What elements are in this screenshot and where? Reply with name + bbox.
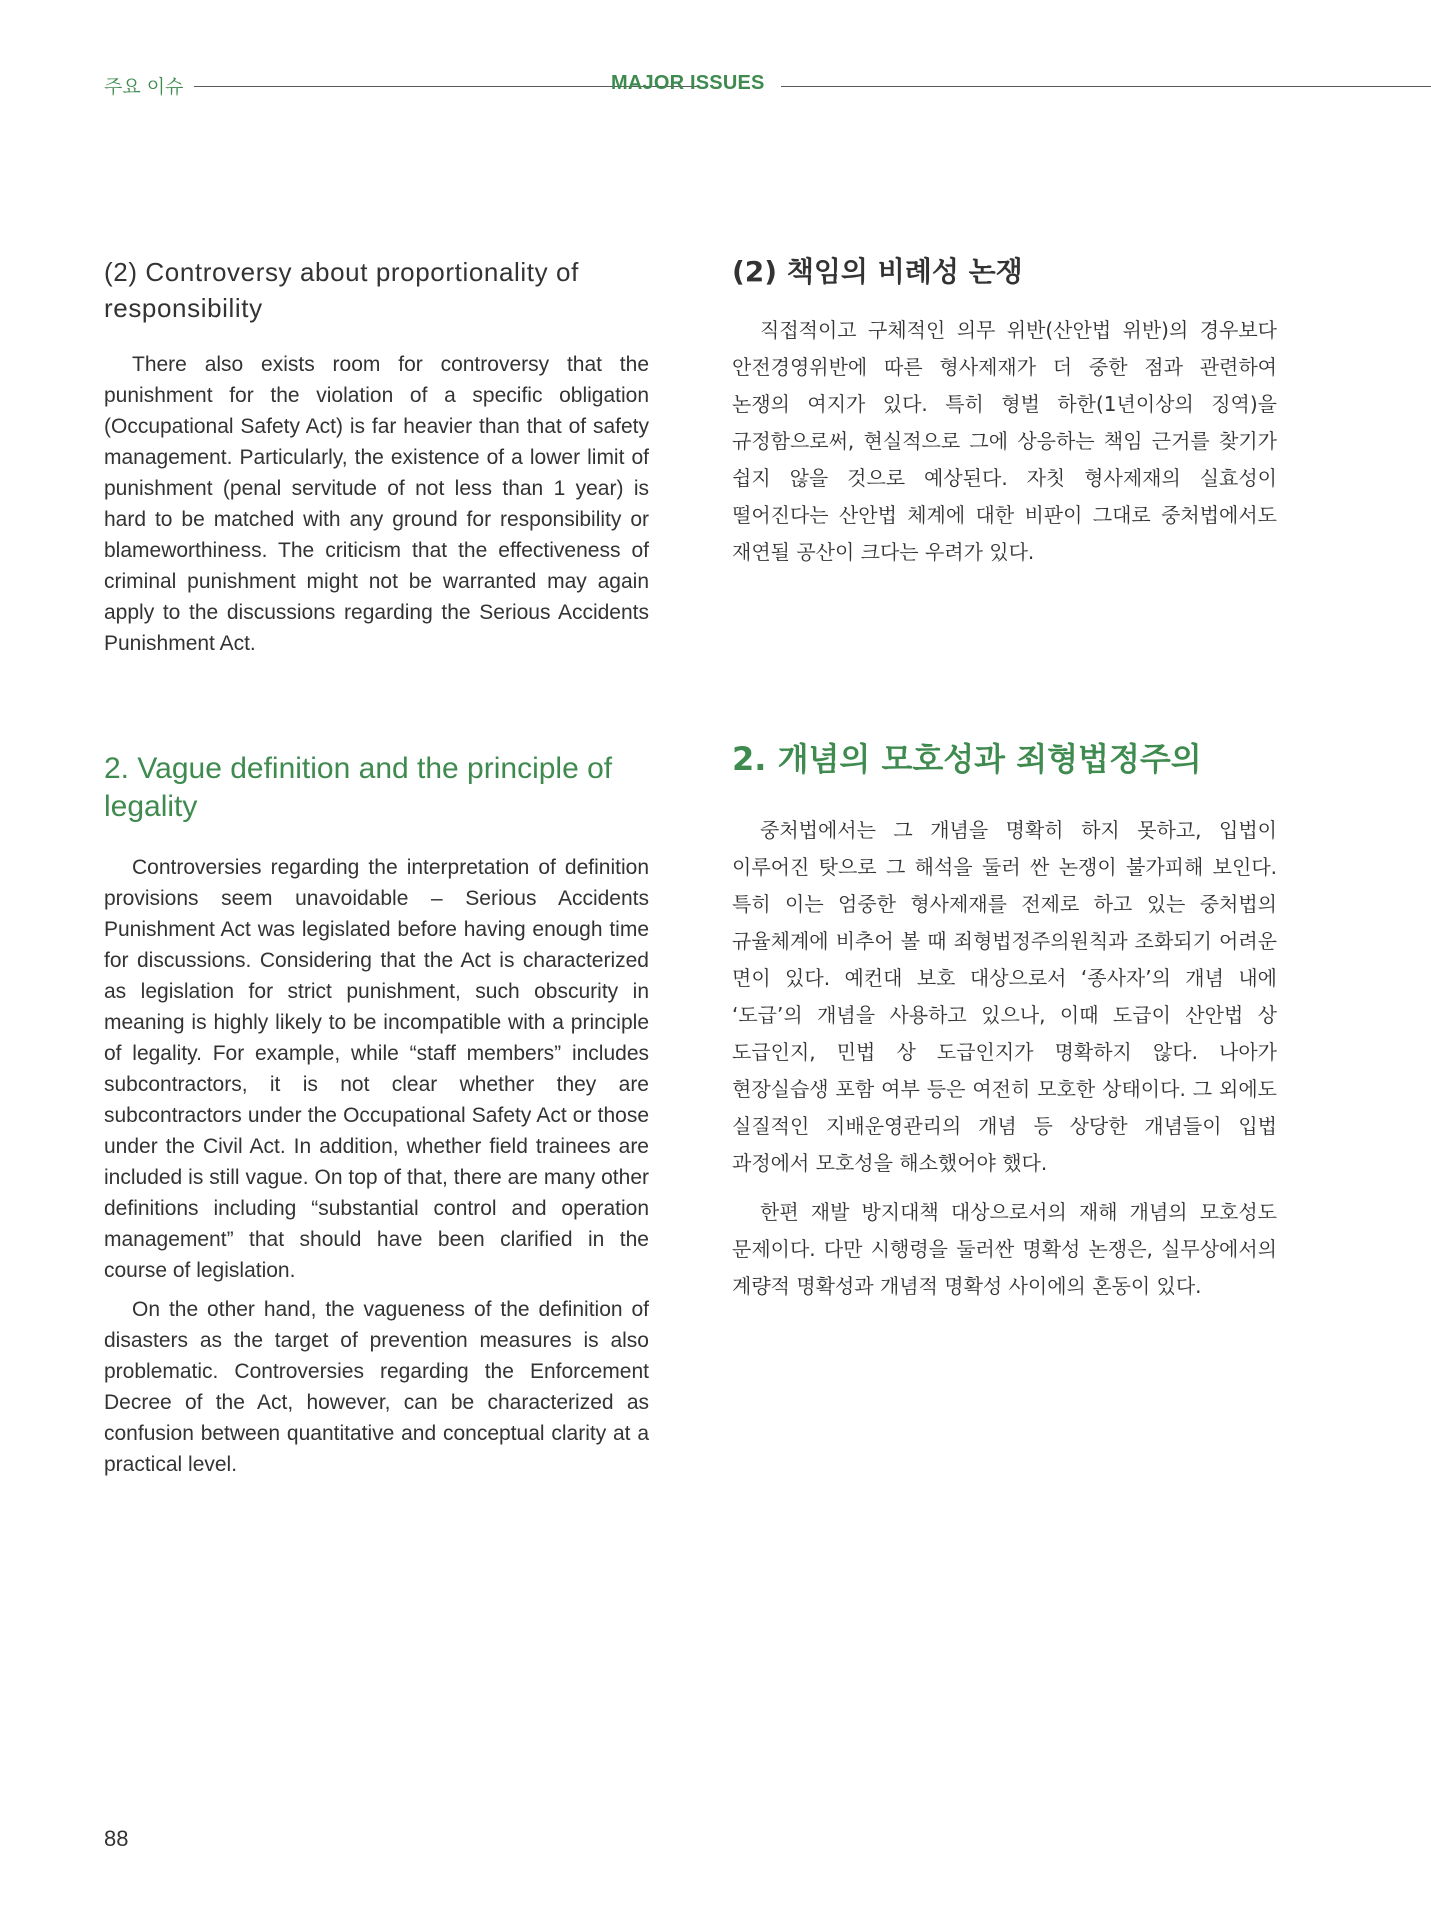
running-header — [104, 72, 1431, 102]
ko-subsection-heading: (2) 책임의 비례성 논쟁 — [732, 255, 1023, 288]
en-subsection-paragraph: There also exists room for controversy that the punishment for the violation of a specific obligation (Occupational Safety Act) is far heavier than that of safety management. Particularly, the existence of a lower limit of punishment (penal servitude of not less than 1 year) is hard to be matched with any ground for responsibility or blameworthiness. The criticism that the effectiveness of criminal punishment might not be warranted may again apply to the discussions regarding the Serious Accidents Punishment Act. — [104, 353, 649, 655]
ko-subsection-paragraph: 직접적이고 구체적인 의무 위반(산안법 위반)의 경우보다 안전경영위반에 따른 형사제재가 더 중한 점과 관련하여 논쟁의 여지가 있다. 특히 형벌 하한(1년이상의 징역)을 규정함으로써, 현실적으로 그에 상응하는 책임 근거를 찾기가 쉽지 않을 것으로 예상된다. 자칫 형사제재의 실효성이 떨어진다는 산안법 체계에 대한 비판이 그대로 중처법에서도 재연될 공산이 크다는 우려가 있다. — [732, 318, 1277, 564]
en-subsection — [104, 254, 649, 667]
ko-section-paragraph-2: 한편 재발 방지대책 대상으로서의 재해 개념의 모호성도 문제이다. 다만 시행령을 둘러싼 명확성 논쟁은, 실무상에서의 계량적 명확성과 개념적 명확성 사이에의 혼동이 있다. — [732, 1200, 1277, 1298]
ko-subsection — [732, 254, 1277, 583]
en-section-heading: 2. Vague definition and the principle of legality — [104, 752, 613, 823]
header-rule-right — [781, 86, 1431, 87]
page-number: 88 — [104, 1826, 129, 1851]
section-label-ko: 주요 이슈 — [104, 76, 184, 98]
section-label-en: MAJOR ISSUES — [611, 72, 765, 94]
ko-section — [732, 740, 1277, 1317]
en-section-paragraph-2: On the other hand, the vagueness of the definition of disasters as the target of prevention measures is also problematic. Controversies regarding the Enforcement Decree of the Act, however, can be characterized as confusion between quantitative and conceptual clarity at a practical level. — [104, 1298, 649, 1476]
ko-section-heading: 2. 개념의 모호성과 죄형법정주의 — [732, 740, 1202, 778]
en-section — [104, 750, 649, 1488]
ko-section-paragraph-1: 중처법에서는 그 개념을 명확히 하지 못하고, 입법이 이루어진 탓으로 그 해석을 둘러 싼 논쟁이 불가피해 보인다. 특히 이는 엄중한 형사제재를 전제로 하고 있는 중처법의 규율체계에 비추어 볼 때 죄형법정주의원칙과 조화되기 어려운 면이 있다. 예컨대 보호 대상으로서 ‘종사자’의 개념 내에 ‘도급’의 개념을 사용하고 있으나, 이때 도급이 산안법 상 도급인지, 민법 상 도급인지가 명확하지 않다. 나아가 현장실습생 포함 여부 등은 여전히 모호한 상태이다. 그 외에도 실질적인 지배운영관리의 개념 등 상당한 개념들이 입법 과정에서 모호성을 해소했어야 했다. — [732, 818, 1277, 1175]
en-subsection-heading: (2) Controversy about proportionality of responsibility — [104, 257, 579, 323]
en-section-paragraph-1: Controversies regarding the interpretation of definition provisions seem unavoidable – Serious Accidents Punishment Act was legislated before having enough time for discussions. Considering that the Act is characterized as legislation for strict punishment, such obscurity in meaning is highly likely to be incompatible with a principle of legality. For example, while “staff members” includes subcontractors, it is not clear whether they are subcontractors under the Occupational Safety Act or those under the Civil Act. In addition, whether field trainees are included is still vague. On top of that, there are many other definitions including “substantial control and operation management” that should have been clarified in the course of legislation. — [104, 856, 649, 1282]
